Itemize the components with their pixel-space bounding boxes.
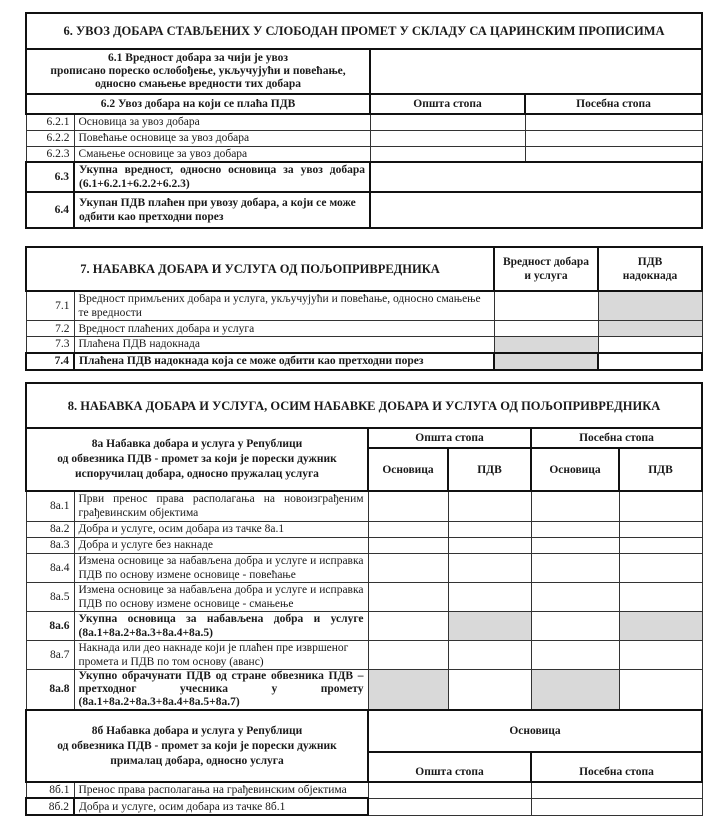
section-6-title: 6. УВОЗ ДОБАРА СТАВЉЕНИХ У СЛОБОДАН ПРОМЕТ У СКЛАДУ СА ЦАРИНСКИМ ПРОПИСИМА	[26, 13, 702, 49]
general-vat-field[interactable]	[448, 640, 531, 669]
table-row	[26, 130, 702, 146]
general-base-field[interactable]	[368, 537, 448, 553]
special-base-field[interactable]	[531, 491, 619, 521]
table-row	[26, 669, 702, 710]
table-row	[26, 337, 702, 353]
row-label: Основица за увоз добара	[74, 114, 370, 130]
table-row	[26, 553, 702, 582]
table-row	[26, 611, 702, 640]
col-special-base-header: Основица	[531, 448, 619, 491]
special-vat-field[interactable]	[619, 553, 702, 582]
row-label-line2: (8а.1+8а.2+8а.3+8а.4+8а.5+8а.7)	[78, 695, 240, 708]
row-label: Укупна вредност, односно основица за увоз добара (6.1+6.2.1+6.2.2+6.2.3)	[74, 162, 370, 192]
vat-field-disabled	[598, 321, 702, 337]
row-6-1-label-line1: 6.1 Вредност добара за чији је увоз	[108, 52, 288, 64]
table-row	[26, 353, 702, 370]
general-base-field[interactable]	[368, 491, 448, 521]
row-number: 7.3	[26, 337, 74, 353]
row-label: Измена основице за набављена добра и услуге и исправка ПДВ по основу измене основице - смањење	[74, 582, 368, 611]
row-label: Добра и услуге, осим добара из тачке 8б.1	[74, 798, 368, 815]
col-general-rate-header: Општа стопа	[370, 94, 525, 114]
special-vat-field[interactable]	[619, 582, 702, 611]
special-rate-base-field[interactable]	[531, 782, 702, 798]
row-number: 7.2	[26, 321, 74, 337]
section-6-table	[25, 12, 703, 229]
special-vat-field-disabled	[619, 611, 702, 640]
vat-field-disabled	[598, 291, 702, 321]
special-base-field[interactable]	[531, 582, 619, 611]
col-general-rate-header: Општа стопа	[368, 428, 531, 448]
col-base-header: Основица	[368, 710, 702, 752]
total-vat-field[interactable]	[370, 192, 702, 228]
col-special-rate-header: Посебна стопа	[531, 428, 702, 448]
row-number: 6.2.3	[26, 146, 74, 162]
general-vat-field[interactable]	[448, 669, 531, 710]
row-number: 8а.7	[26, 640, 74, 669]
general-vat-field[interactable]	[448, 491, 531, 521]
section-8a-header	[26, 428, 368, 491]
special-base-field[interactable]	[531, 611, 619, 640]
row-number: 6.4	[26, 192, 74, 228]
special-vat-field[interactable]	[619, 491, 702, 521]
general-base-field[interactable]	[368, 582, 448, 611]
section-8b-header-line1: 8б Набавка добара и услуга у Републици	[91, 724, 303, 737]
col-vat-header-line1: ПДВ	[637, 256, 663, 268]
general-vat-field-disabled	[448, 611, 531, 640]
table-row	[26, 640, 702, 669]
special-rate-field[interactable]	[525, 146, 702, 162]
row-number: 8а.6	[26, 611, 74, 640]
row-number: 8а.8	[26, 669, 74, 710]
col-value-header-line1: Вредност добара	[502, 256, 590, 268]
value-field[interactable]	[494, 291, 598, 321]
row-label: Добра и услуге без накнаде	[74, 537, 368, 553]
row-6-1-label	[26, 49, 370, 94]
row-number: 8а.2	[26, 521, 74, 537]
general-vat-field[interactable]	[448, 553, 531, 582]
table-row	[26, 521, 702, 537]
section-8b-header	[26, 710, 368, 782]
table-row	[26, 162, 702, 192]
row-number: 6.3	[26, 162, 74, 192]
general-vat-field[interactable]	[448, 582, 531, 611]
row-label: Добра и услуге, осим добара из тачке 8а.1	[74, 521, 368, 537]
general-rate-base-field[interactable]	[368, 798, 531, 815]
row-label: Накнада или део накнаде који је плаћен пре извршеног промета и ПДВ по том основу (аванс)	[74, 640, 368, 669]
row-number: 8а.4	[26, 553, 74, 582]
special-base-field[interactable]	[531, 537, 619, 553]
section-8b-header-line2: од обвезника ПДВ - промет за који је порески дужник	[57, 739, 337, 752]
table-row	[26, 146, 702, 162]
general-base-field[interactable]	[368, 640, 448, 669]
row-label: Повећање основице за увоз добара	[74, 130, 370, 146]
row-number: 6.2.2	[26, 130, 74, 146]
row-label: Пренос права располагања на грађевинским објектима	[74, 782, 368, 798]
row-6-1-value-field[interactable]	[370, 49, 702, 94]
general-rate-field[interactable]	[370, 146, 525, 162]
section-8a-header-line1: 8а Набавка добара и услуга у Републици	[91, 438, 303, 450]
row-label: Вредност плаћених добара и услуга	[74, 321, 494, 337]
general-rate-field[interactable]	[370, 130, 525, 146]
general-rate-base-field[interactable]	[368, 782, 531, 798]
vat-field[interactable]	[598, 353, 702, 370]
table-row	[26, 192, 702, 228]
special-vat-field[interactable]	[619, 521, 702, 537]
table-row	[26, 114, 702, 130]
section-7-table	[25, 246, 703, 371]
general-vat-field[interactable]	[448, 537, 531, 553]
row-label: Укупан ПДВ плаћен при увозу добара, а који се може одбити као претходни порез	[74, 192, 370, 228]
special-rate-field[interactable]	[525, 130, 702, 146]
row-number: 8б.1	[26, 782, 74, 798]
row-6-1-label-line2: прописано пореско ослобођење, укључујући и повећање,	[50, 65, 346, 77]
col-value-header-line2: и услуга	[524, 270, 568, 282]
value-field[interactable]	[494, 321, 598, 337]
special-vat-field[interactable]	[619, 537, 702, 553]
row-6-2-header: 6.2 Увоз добара на који се плаћа ПДВ	[26, 94, 370, 114]
row-number: 7.1	[26, 291, 74, 321]
col-special-rate-header: Посебна стопа	[531, 752, 702, 782]
row-number: 7.4	[26, 353, 74, 370]
special-vat-field[interactable]	[619, 640, 702, 669]
table-row	[26, 321, 702, 337]
col-vat-header	[598, 247, 702, 291]
row-label: Укупна основица за набављена добра и услуге (8а.1+8а.2+8а.3+8а.4+8а.5)	[74, 611, 368, 640]
row-number: 8а.1	[26, 491, 74, 521]
table-row	[26, 798, 702, 815]
section-8-table	[25, 382, 703, 816]
section-8-title: 8. НАБАВКА ДОБАРА И УСЛУГА, ОСИМ НАБАВКЕ ДОБАРА И УСЛУГА ОД ПОЉОПРИВРЕДНИКА	[26, 383, 702, 428]
table-row	[26, 582, 702, 611]
general-vat-field[interactable]	[448, 521, 531, 537]
section-8a-header-line3: испоручилац добара, односно пружалац услуга	[75, 468, 319, 480]
value-field-disabled	[494, 337, 598, 353]
table-row	[26, 291, 702, 321]
row-label	[74, 669, 368, 710]
col-vat-header-line2: надокнада	[622, 270, 678, 282]
general-rate-field[interactable]	[370, 114, 525, 130]
special-rate-base-field[interactable]	[531, 798, 702, 815]
general-base-field[interactable]	[368, 521, 448, 537]
total-value-field[interactable]	[370, 162, 702, 192]
col-value-header	[494, 247, 598, 291]
vat-field[interactable]	[598, 337, 702, 353]
general-base-field[interactable]	[368, 553, 448, 582]
special-base-field[interactable]	[531, 640, 619, 669]
col-special-vat-header: ПДВ	[619, 448, 702, 491]
section-7-title: 7. НАБАВКА ДОБАРА И УСЛУГА ОД ПОЉОПРИВРЕДНИКА	[26, 247, 494, 291]
col-general-rate-header: Општа стопа	[368, 752, 531, 782]
section-8b-header-line3: прималац добара, односно услуга	[110, 754, 284, 767]
section-8a-header-line2: од обвезника ПДВ - промет за који је порески дужник	[57, 453, 337, 465]
table-row	[26, 537, 702, 553]
col-general-base-header: Основица	[368, 448, 448, 491]
row-number: 6.2.1	[26, 114, 74, 130]
row-label: Измена основице за набављена добра и услуге и исправка ПДВ по основу измене основице - повећање	[74, 553, 368, 582]
row-label: Вредност примљених добара и услуга, укључујући и повећање, односно смањење те вредности	[74, 291, 494, 321]
value-field-disabled	[494, 353, 598, 370]
col-general-vat-header: ПДВ	[448, 448, 531, 491]
special-base-field[interactable]	[531, 553, 619, 582]
table-row	[26, 782, 702, 798]
row-number: 8а.3	[26, 537, 74, 553]
row-6-1-label-line3: односно смањење вредности тих добара	[94, 78, 302, 90]
special-base-field[interactable]	[531, 521, 619, 537]
row-label-line1: Укупно обрачунати ПДВ од стране обвезника ПДВ – претходног учесника у промету	[78, 669, 364, 695]
special-vat-field[interactable]	[619, 669, 702, 710]
row-label: Први пренос права располагања на новоизграђеним грађевинским објектима	[74, 491, 368, 521]
row-number: 8а.5	[26, 582, 74, 611]
col-special-rate-header: Посебна стопа	[525, 94, 702, 114]
special-base-field-disabled	[531, 669, 619, 710]
row-label: Плаћена ПДВ надокнада	[74, 337, 494, 353]
general-base-field[interactable]	[368, 611, 448, 640]
row-label: Смањење основице за увоз добара	[74, 146, 370, 162]
row-number: 8б.2	[26, 798, 74, 815]
row-label: Плаћена ПДВ надокнада која се може одбити као претходни порез	[74, 353, 494, 370]
table-row	[26, 491, 702, 521]
special-rate-field[interactable]	[525, 114, 702, 130]
general-base-field-disabled	[368, 669, 448, 710]
